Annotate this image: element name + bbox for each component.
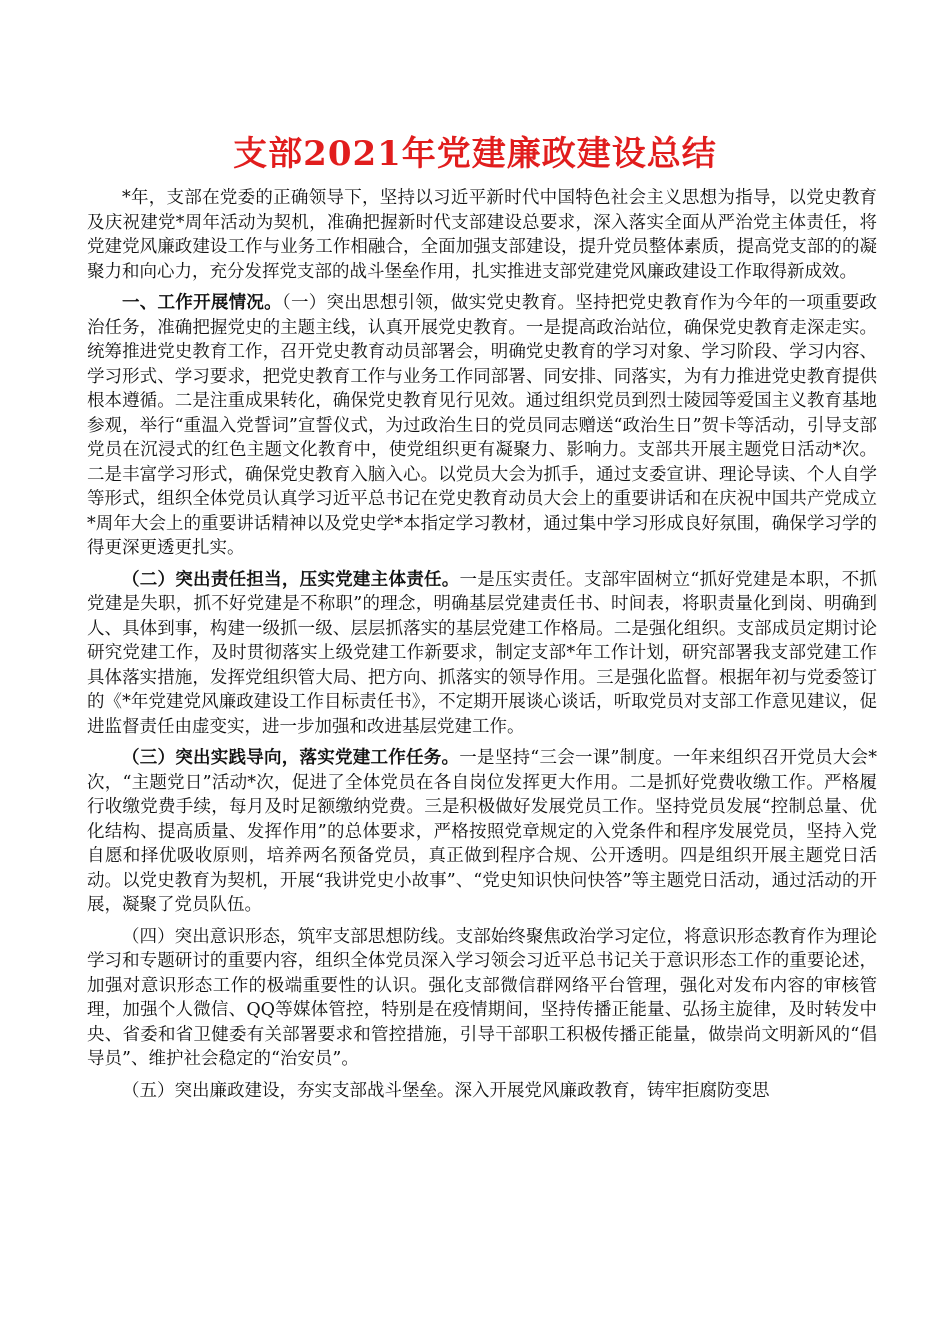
- paragraph-section-4: [87, 925, 877, 1072]
- paragraph-text: *年，支部在党委的正确领导下，坚持以习近平新时代中国特色社会主义思想为指导，以党史教育及庆祝建党*周年活动为契机，准确把握新时代支部建设总要求，深入落实全面从严治党主体责任，将党建党风廉政建设工作与业务工作相融合，全面加强支部建设，提升党员整体素质，提高党支部的的凝聚力和向心力，充分发挥党支部的战斗堡垒作用，扎实推进支部党建党风廉政建设工作取得新成效。: [87, 188, 877, 282]
- paragraph-text: （四）突出意识形态，筑牢支部思想防线。支部始终聚焦政治学习定位，将意识形态教育作为理论学习和专题研讨的重要内容，组织全体党员深入学习领会习近平总书记关于意识形态工作的重要论述，加强对意识形态工作的极端重要性的认识。强化支部微信群网络平台管理，强化对发布内容的审核管理，加强个人微信、QQ等媒体管控，特别是在疫情期间，坚持传播正能量、弘扬主旋律，及时转发中央、省委和省卫健委有关部署要求和管控措施，引导干部职工积极传播正能量，做崇尚文明新风的“倡导员”、维护社会稳定的“治安员”。: [87, 926, 877, 1069]
- paragraph-section-5: [87, 1079, 877, 1104]
- paragraph-text: （一）突出思想引领，做实党史教育。坚持把党史教育作为今年的一项重要政治任务，准确把握党史的主题主线，认真开展党史教育。一是提高政治站位，确保党史教育走深走实。统筹推进党史教育工作，召开党史教育动员部署会，明确党史教育的学习对象、学习阶段、学习内容、学习形式、学习要求，把党史教育工作与业务工作同部署、同安排、同落实，为有力推进党史教育提供根本遵循。二是注重成果转化，确保党史教育见行见效。通过组织党员到烈士陵园等爱国主义教育基地参观，举行“重温入党誓词”宣誓仪式，为过政治生日的党员同志赠送“政治生日”贺卡等活动，引导支部党员在沉浸式的红色主题文化教育中，使党组织更有凝聚力、影响力。支部共开展主题党日活动*次。二是丰富学习形式，确保党史教育入脑入心。以党员大会为抓手，通过支委宣讲、理论导读、个人自学等形式，组织全体党员认真学习近平总书记在党史教育动员大会上的重要讲话和在庆祝中国共产党成立*周年大会上的重要讲话精神以及党史学*本指定学习教材，通过集中学习形成良好氛围，确保学习学的得更深更透更扎实。: [87, 293, 878, 558]
- paragraph-section-1: [87, 291, 877, 561]
- paragraph-heading: （二）突出责任担当，压实党建主体责任。: [122, 569, 460, 590]
- paragraph-text: 一是压实责任。支部牢固树立“抓好党建是本职，不抓党建是失职，抓不好党建是不称职”的理念，明确基层党建责任书、时间表，将职责量化到岗、明确到人、具体到事，构建一级抓一级、层层抓落实的基层党建工作格局。二是强化组织。支部成员定期讨论研究党建工作，及时贯彻落实上级党建工作新要求，制定支部*年工作计划，研究部署我支部党建工作具体落实措施，发挥党组织管大局、把方向、抓落实的领导作用。三是强化监督。根据年初与党委签订的《*年党建党风廉政建设工作目标责任书》，不定期开展谈心谈话，听取党员对支部工作意见建议，促进监督责任由虚变实，进一步加强和改进基层党建工作。: [87, 569, 877, 737]
- paragraph-section-2: [87, 568, 877, 740]
- paragraph-intro: [87, 186, 877, 284]
- paragraph-text: （五）突出廉政建设，夯实支部战斗堡垒。深入开展党风廉政教育，铸牢拒腐防变思: [122, 1080, 770, 1101]
- paragraph-section-3: [87, 746, 877, 918]
- paragraph-heading: （三）突出实践导向，落实党建工作任务。: [122, 748, 460, 768]
- paragraph-text: 一是坚持“三会一课”制度。一年来组织召开党员大会*次，“主题党日”活动*次，促进了全体党员在各自岗位发挥更大作用。二是抓好党费收缴工作。严格履行收缴党费手续，每月及时足额缴纳党费。三是积极做好发展党员工作。坚持党员发展“控制总量、优化结构、提高质量、发挥作用”的总体要求，严格按照党章规定的入党条件和程序发展党员，坚持入党自愿和择优吸收原则，培养两名预备党员，真正做到程序合规、公开透明。四是组织开展主题党日活动。以党史教育为契机，开展“我讲党史小故事”、“党史知识快问快答”等主题党日活动，通过活动的开展，凝聚了党员队伍。: [87, 748, 877, 915]
- document-body: [87, 186, 877, 1110]
- paragraph-heading: 一、工作开展情况。: [122, 293, 282, 313]
- document-title: 支部2021年党建廉政建设总结: [233, 134, 717, 174]
